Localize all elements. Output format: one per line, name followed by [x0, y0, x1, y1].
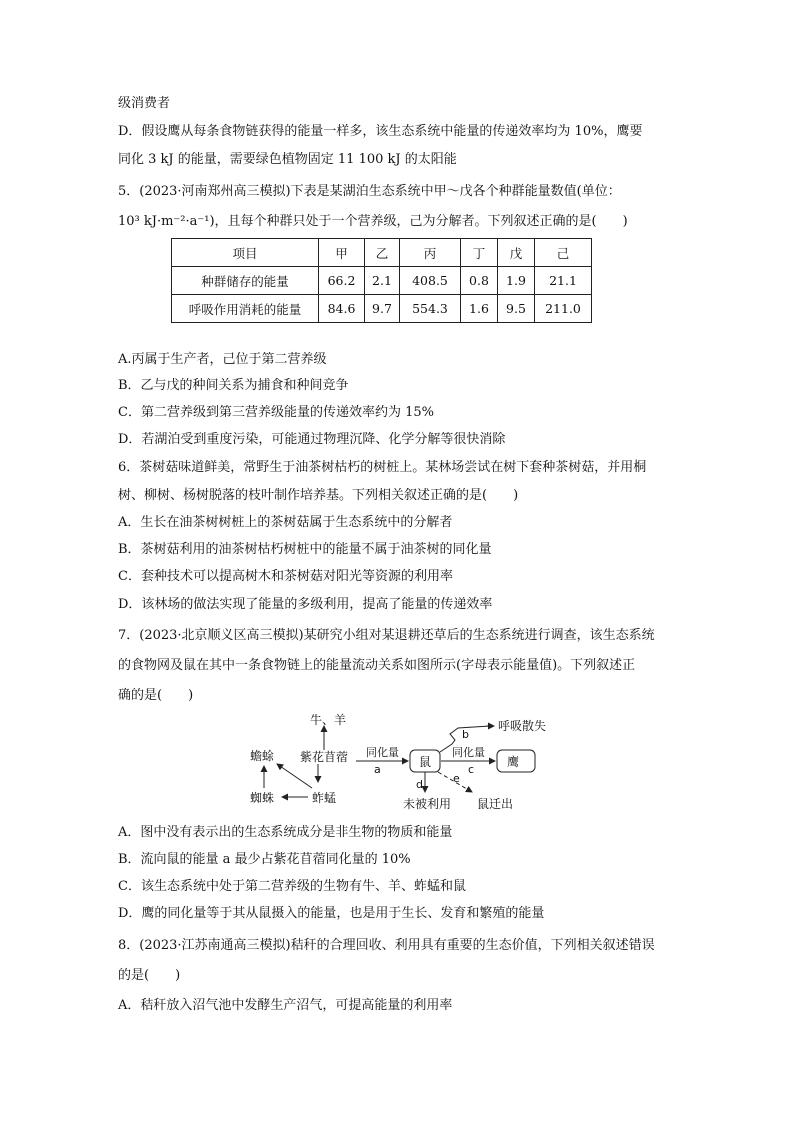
table-cell: 9.5	[498, 295, 535, 323]
q6-option-d: D．该林场的做法实现了能量的多级利用，提高了能量的传递效率	[118, 597, 493, 612]
label-tonghua-2: 同化量	[452, 746, 485, 759]
question-8-stem-cont: 的是( )	[118, 968, 181, 983]
q5-option-a: A.丙属于生产者，己位于第二营养级	[118, 352, 327, 367]
label-zhamang: 蚱蜢	[312, 791, 337, 805]
table-header-cell: 丁	[461, 239, 498, 267]
q6-option-b: B．茶树菇利用的油茶树枯朽树桩中的能量不属于油茶树的同化量	[118, 542, 492, 557]
label-huxi: 呼吸散失	[498, 719, 547, 733]
label-niuyang: 牛、羊	[310, 713, 347, 727]
table-cell: 1.6	[461, 295, 498, 323]
q7-option-c: C．该生态系统中处于第二营养级的生物有牛、羊、蚱蜢和鼠	[118, 879, 466, 894]
q7-option-d: D．鹰的同化量等于其从鼠摄入的能量，也是用于生长、发育和繁殖的能量	[118, 906, 545, 921]
table-row	[172, 267, 592, 295]
label-c: c	[468, 763, 475, 776]
q7-option-a: A．图中没有表示出的生态系统成分是非生物的物质和能量	[118, 825, 453, 840]
q7-option-b: B．流向鼠的能量 a 最少占紫花苜蓿同化量的 10%	[118, 852, 411, 867]
line-3: 同化 3 kJ 的能量，需要绿色植物固定 11 100 kJ 的太阳能	[118, 152, 457, 167]
q8-option-a: A．秸秆放入沼气池中发酵生产沼气，可提高能量的利用率	[118, 998, 453, 1013]
label-chanchu: 蟾蜍	[250, 749, 275, 763]
label-muxu: 紫花苜蓿	[300, 750, 349, 764]
table-header-cell: 项目	[172, 239, 319, 267]
table-cell: 21.1	[535, 267, 592, 295]
question-5-stem-cont: 10³ kJ·m⁻²·a⁻¹)，且每个种群只处于一个营养级，己为分解者。下列叙述正确的是( )	[118, 214, 628, 229]
table-cell: 1.9	[498, 267, 535, 295]
table-header-row	[172, 239, 592, 267]
label-a: a	[374, 763, 381, 776]
q5-option-c: C．第二营养级到第三营养级能量的传递效率约为 15%	[118, 405, 434, 420]
q5-option-d: D．若湖泊受到重度污染，可能通过物理沉降、化学分解等很快消除	[118, 432, 506, 447]
line-2: D．假设鹰从每条食物链获得的能量一样多，该生态系统中能量的传递效率均为 10%，鹰要	[118, 124, 643, 139]
table-row	[172, 295, 592, 323]
label-d: d	[416, 778, 423, 791]
label-weibei: 未被利用	[403, 797, 452, 811]
table-header-cell: 丙	[400, 239, 461, 267]
table-header-cell: 戊	[498, 239, 535, 267]
question-7-stem-cont: 的食物网及鼠在其中一条食物链上的能量流动关系如图所示(字母表示能量值)。下列叙述正	[118, 658, 636, 673]
table-cell: 2.1	[365, 267, 400, 295]
table-cell: 66.2	[319, 267, 365, 295]
label-shu: 鼠	[419, 755, 432, 769]
table-header-cell: 甲	[319, 239, 365, 267]
energy-table	[171, 238, 592, 323]
table-cell: 84.6	[319, 295, 365, 323]
question-7-stem-end: 确的是( )	[118, 688, 194, 703]
table-cell: 呼吸作用消耗的能量	[172, 295, 319, 323]
label-qianchu: 鼠迁出	[477, 797, 514, 811]
q6-option-c: C．套种技术可以提高树木和茶树菇对阳光等资源的利用率	[118, 569, 453, 584]
table-cell: 211.0	[535, 295, 592, 323]
label-ying: 鹰	[507, 755, 520, 769]
line-1: 级消费者	[118, 96, 171, 111]
q6-option-a: A．生长在油茶树树桩上的茶树菇属于生态系统中的分解者	[118, 515, 453, 530]
label-zhizhu: 蜘蛛	[250, 791, 275, 805]
table-cell: 种群储存的能量	[172, 267, 319, 295]
question-6-stem-cont: 树、柳树、杨树脱落的枝叶制作培养基。下列相关叙述正确的是( )	[118, 488, 519, 503]
food-web-diagram	[240, 712, 580, 812]
table-cell: 408.5	[400, 267, 461, 295]
question-7-stem: 7．(2023·北京顺义区高三模拟)某研究小组对某退耕还草后的生态系统进行调查，该生态系统	[118, 628, 655, 643]
label-b: b	[462, 728, 469, 741]
label-e: e	[453, 772, 460, 785]
label-tonghua-1: 同化量	[366, 746, 399, 759]
table-header-cell: 己	[535, 239, 592, 267]
q5-option-b: B．乙与戊的种间关系为捕食和种间竞争	[118, 378, 349, 393]
arrow-zhamang-to-chanchu	[277, 764, 312, 788]
table-cell: 554.3	[400, 295, 461, 323]
table-header-cell: 乙	[365, 239, 400, 267]
question-6-stem: 6．茶树菇味道鲜美，常野生于油茶树枯朽的树桩上。某林场尝试在树下套种茶树菇，并用桐	[118, 460, 647, 475]
table-cell: 0.8	[461, 267, 498, 295]
table-cell: 9.7	[365, 295, 400, 323]
question-5-stem: 5．(2023·河南郑州高三模拟)下表是某湖泊生态系统中甲～戊各个种群能量数值(单位：	[118, 184, 621, 199]
question-8-stem: 8．(2023·江苏南通高三模拟)秸秆的合理回收、利用具有重要的生态价值，下列相关叙述错误	[118, 938, 655, 953]
